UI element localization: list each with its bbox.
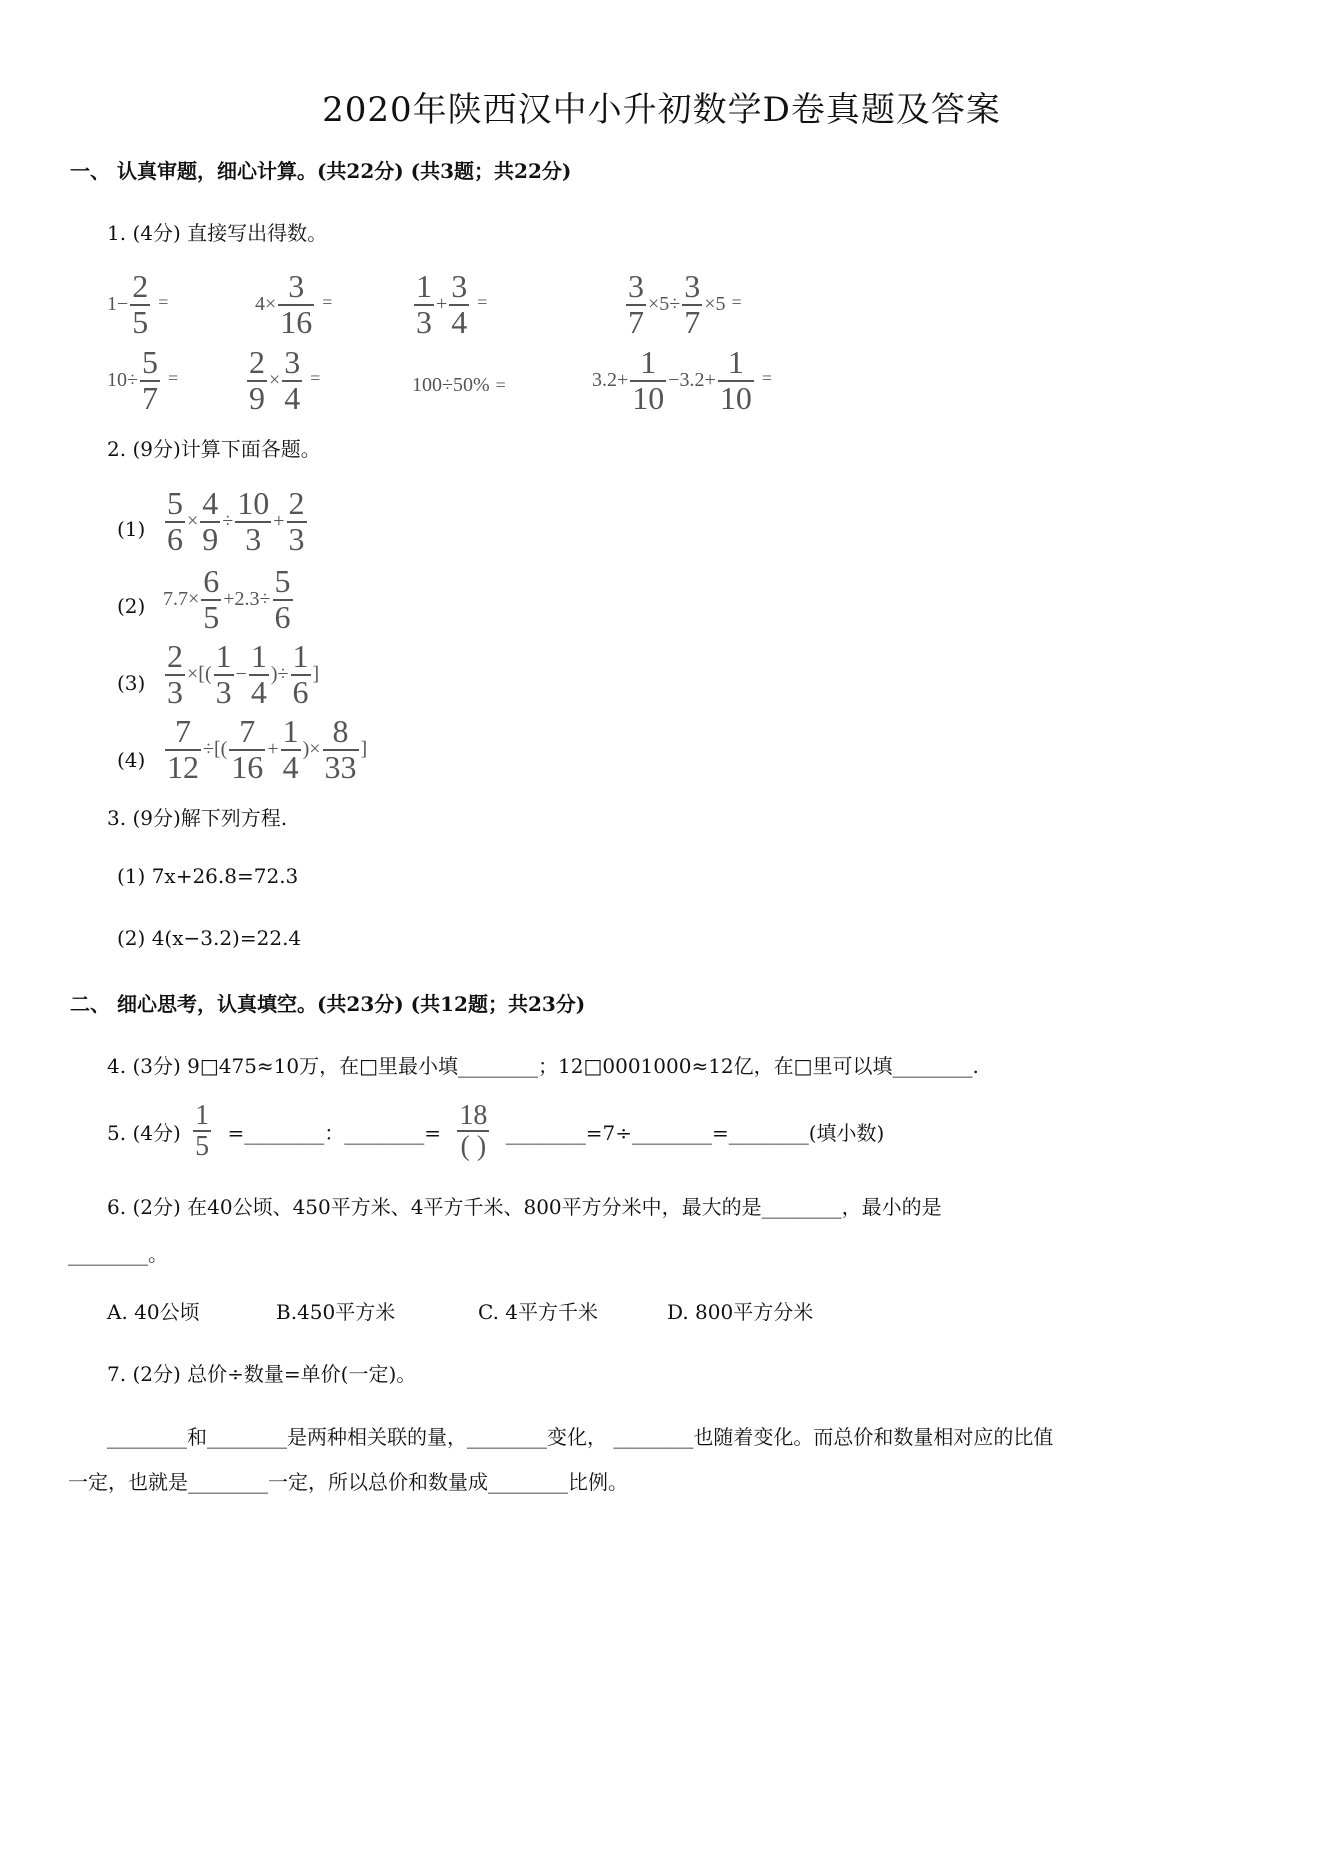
q1-expr-e: 10÷ $\frac{5}{7}$ = (107, 344, 179, 416)
q1-expr-h: 3.2+ $\frac{1}{10}$ −3.2+ $\frac{1}{10}$ = (592, 344, 772, 416)
question-7-line-1: ________和________是两种相关联的量，________变化， ________也随着变化。而总价和数量相对应的比值 (107, 1425, 1054, 1449)
q1-expr-d: $\frac{3}{7}$ ×5÷ $\frac{3}{7}$ ×5 = (628, 268, 742, 340)
question-3-label: 3. (9分)解下列方程. (107, 806, 288, 830)
q3-part-2: (2) 4(x−3.2)=22.4 (117, 926, 302, 950)
q2-part-4-number: (4) (117, 748, 146, 772)
section-heading-1: 一、 认真审题，细心计算。(共22分) (共3题；共22分) (70, 159, 572, 183)
question-5: 5. (4分) $\frac{1}{5}$ =________：________= $\frac{18}{( )}$ ________=7÷________=________(填小数) (107, 1100, 885, 1163)
q2-part-3-number: (3) (117, 671, 146, 695)
question-6-line-2: ________。 (68, 1242, 168, 1266)
q2-part-3-expr: $\frac{2}{3}$ ×[( $\frac{1}{3}$ − $\frac{1}{4}$ )÷ $\frac{1}{6}$ ] (167, 638, 320, 710)
page-title: 2020年陕西汉中小升初数学D卷真题及答案 (322, 90, 1001, 130)
q1-expr-f: $\frac{2}{9}$ × $\frac{3}{4}$ = (249, 344, 321, 416)
question-4: 4. (3分) 9□475≈10万，在□里最小填________；12□0001000≈12亿，在□里可以填________. (107, 1054, 979, 1078)
q1-expr-b: 4× $\frac{3}{16}$ = (255, 268, 333, 340)
q6-option-d: D. 800平方分米 (667, 1300, 814, 1324)
q2-part-1-number: (1) (117, 517, 146, 541)
question-2-label: 2. (9分)计算下面各题。 (107, 437, 321, 461)
q6-option-c: C. 4平方千米 (478, 1300, 599, 1324)
q1-expr-a: 1− $\frac{2}{5}$ = (107, 268, 169, 340)
question-6-line-1: 6. (2分) 在40公顷、450平方米、4平方千米、800平方分米中，最大的是________，最小的是 (107, 1195, 942, 1219)
q2-part-4-expr: $\frac{7}{12}$ ÷[( $\frac{7}{16}$ + $\frac{1}{4}$ )× $\frac{8}{33}$ ] (167, 713, 368, 785)
q2-part-2-expr: 7.7× $\frac{6}{5}$ +2.3÷ $\frac{5}{6}$ (163, 563, 291, 635)
q1-expr-g: 100÷50% = (412, 374, 506, 396)
q1-expr-c: $\frac{1}{3}$ + $\frac{3}{4}$ = (416, 268, 488, 340)
question-7-line-2: 一定，也就是________一定，所以总价和数量成________比例。 (68, 1470, 628, 1494)
q2-part-2-number: (2) (117, 594, 146, 618)
q2-part-1-expr: $\frac{5}{6}$ × $\frac{4}{9}$ ÷ $\frac{10}{3}$ + $\frac{2}{3}$ (167, 485, 305, 557)
q3-part-1: (1) 7x+26.8=72.3 (117, 864, 299, 888)
q6-option-b: B.450平方米 (276, 1300, 396, 1324)
question-1-label: 1. (4分) 直接写出得数。 (107, 221, 328, 245)
section-heading-2: 二、 细心思考，认真填空。(共23分) (共12题；共23分) (70, 992, 586, 1016)
question-7-label: 7. (2分) 总价÷数量=单价(一定)。 (107, 1362, 417, 1386)
q6-option-a: A. 40公顷 (107, 1300, 200, 1324)
